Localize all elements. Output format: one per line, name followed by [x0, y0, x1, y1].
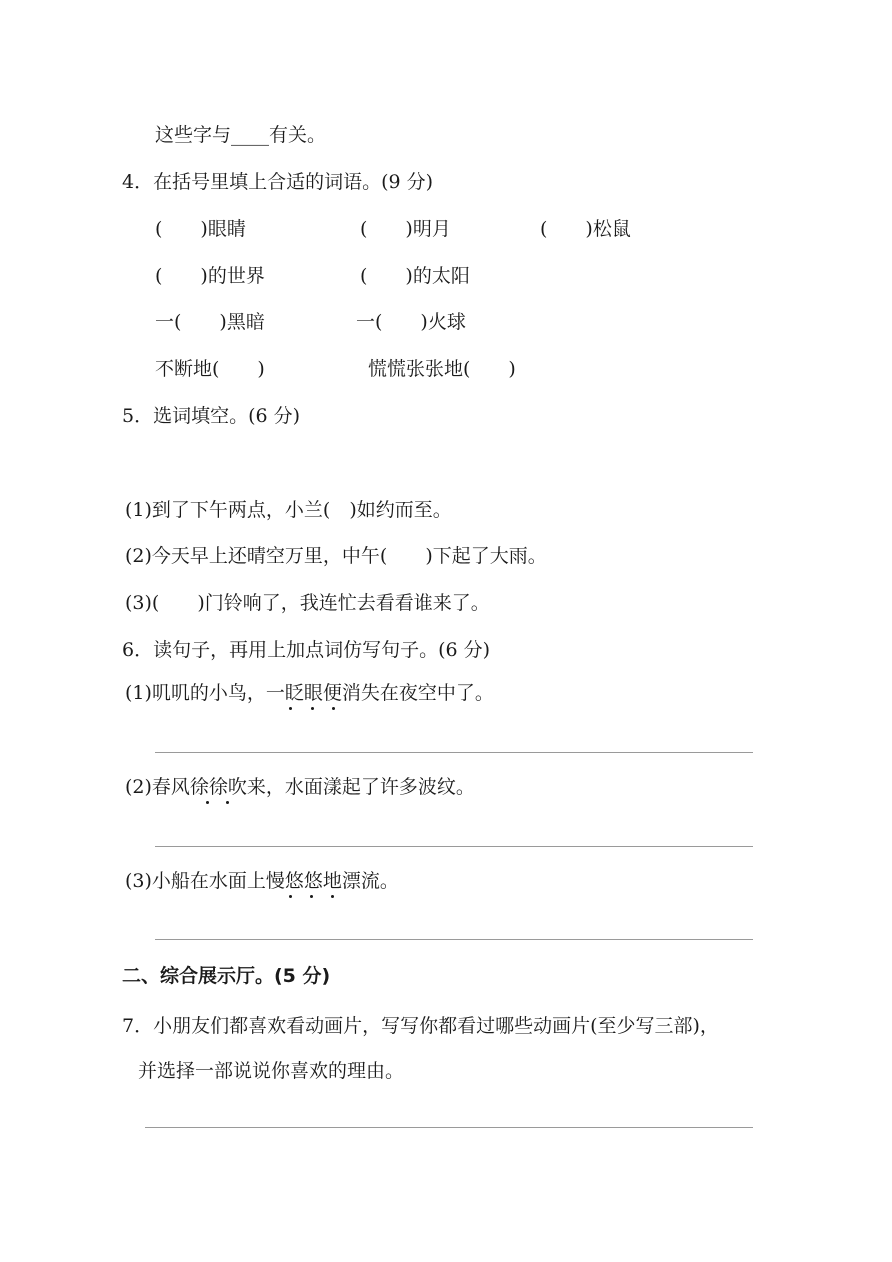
- emphasis-dot: [332, 707, 335, 710]
- q4-item: 一( )火球: [356, 311, 466, 333]
- answer-line[interactable]: [155, 939, 753, 940]
- q4-item: ( )松鼠: [540, 218, 631, 240]
- q7-prompt-line-2: 并选择一部说说你喜欢的理由。: [138, 1060, 405, 1082]
- q4-item: ( )明月: [360, 218, 451, 240]
- emphasis-dot: [289, 707, 292, 710]
- emphasis-dot: [331, 895, 334, 898]
- q5-item: (2)今天早上还晴空万里，中午( )下起了大雨。: [125, 545, 547, 567]
- answer-line[interactable]: [155, 752, 753, 753]
- q4-item: ( )眼睛: [155, 218, 246, 240]
- emphasis-dot: [289, 895, 292, 898]
- q4-item: ( )的太阳: [360, 265, 470, 287]
- emphasis-dot: [226, 801, 229, 804]
- q6-sentence-1: (1)叽叽的小鸟，一眨眼便消失在夜空中了。: [125, 682, 494, 704]
- q7-prompt-line-1: 7．小朋友们都喜欢看动画片，写写你都看过哪些动画片(至少写三部)，: [122, 1015, 719, 1037]
- q4-title: 4．在括号里填上合适的词语。(9 分): [122, 171, 434, 193]
- q6-title: 6．读句子，再用上加点词仿写句子。(6 分): [122, 639, 491, 661]
- q5-item: (1)到了下午两点，小兰( )如约而至。: [125, 499, 452, 521]
- answer-line[interactable]: [155, 846, 753, 847]
- q4-item: ( )的世界: [155, 265, 265, 287]
- q3-tail-text: 这些字与____有关。: [155, 124, 327, 146]
- emphasis-dot: [310, 895, 313, 898]
- section-heading: 二、综合展示厅。(5 分): [122, 965, 331, 987]
- q4-item: 慌慌张张地( ): [368, 358, 516, 380]
- answer-line[interactable]: [145, 1127, 753, 1128]
- q6-sentence-2: (2)春风徐徐吹来，水面漾起了许多波纹。: [125, 776, 475, 798]
- q5-title: 5．选词填空。(6 分): [122, 405, 301, 427]
- emphasis-dot: [311, 707, 314, 710]
- q6-sentence-3: (3)小船在水面上慢悠悠地漂流。: [125, 870, 399, 892]
- emphasis-dot: [206, 801, 209, 804]
- q5-item: (3)( )门铃响了，我连忙去看看谁来了。: [125, 592, 490, 614]
- q4-item: 一( )黑暗: [155, 311, 265, 333]
- q4-item: 不断地( ): [155, 358, 265, 380]
